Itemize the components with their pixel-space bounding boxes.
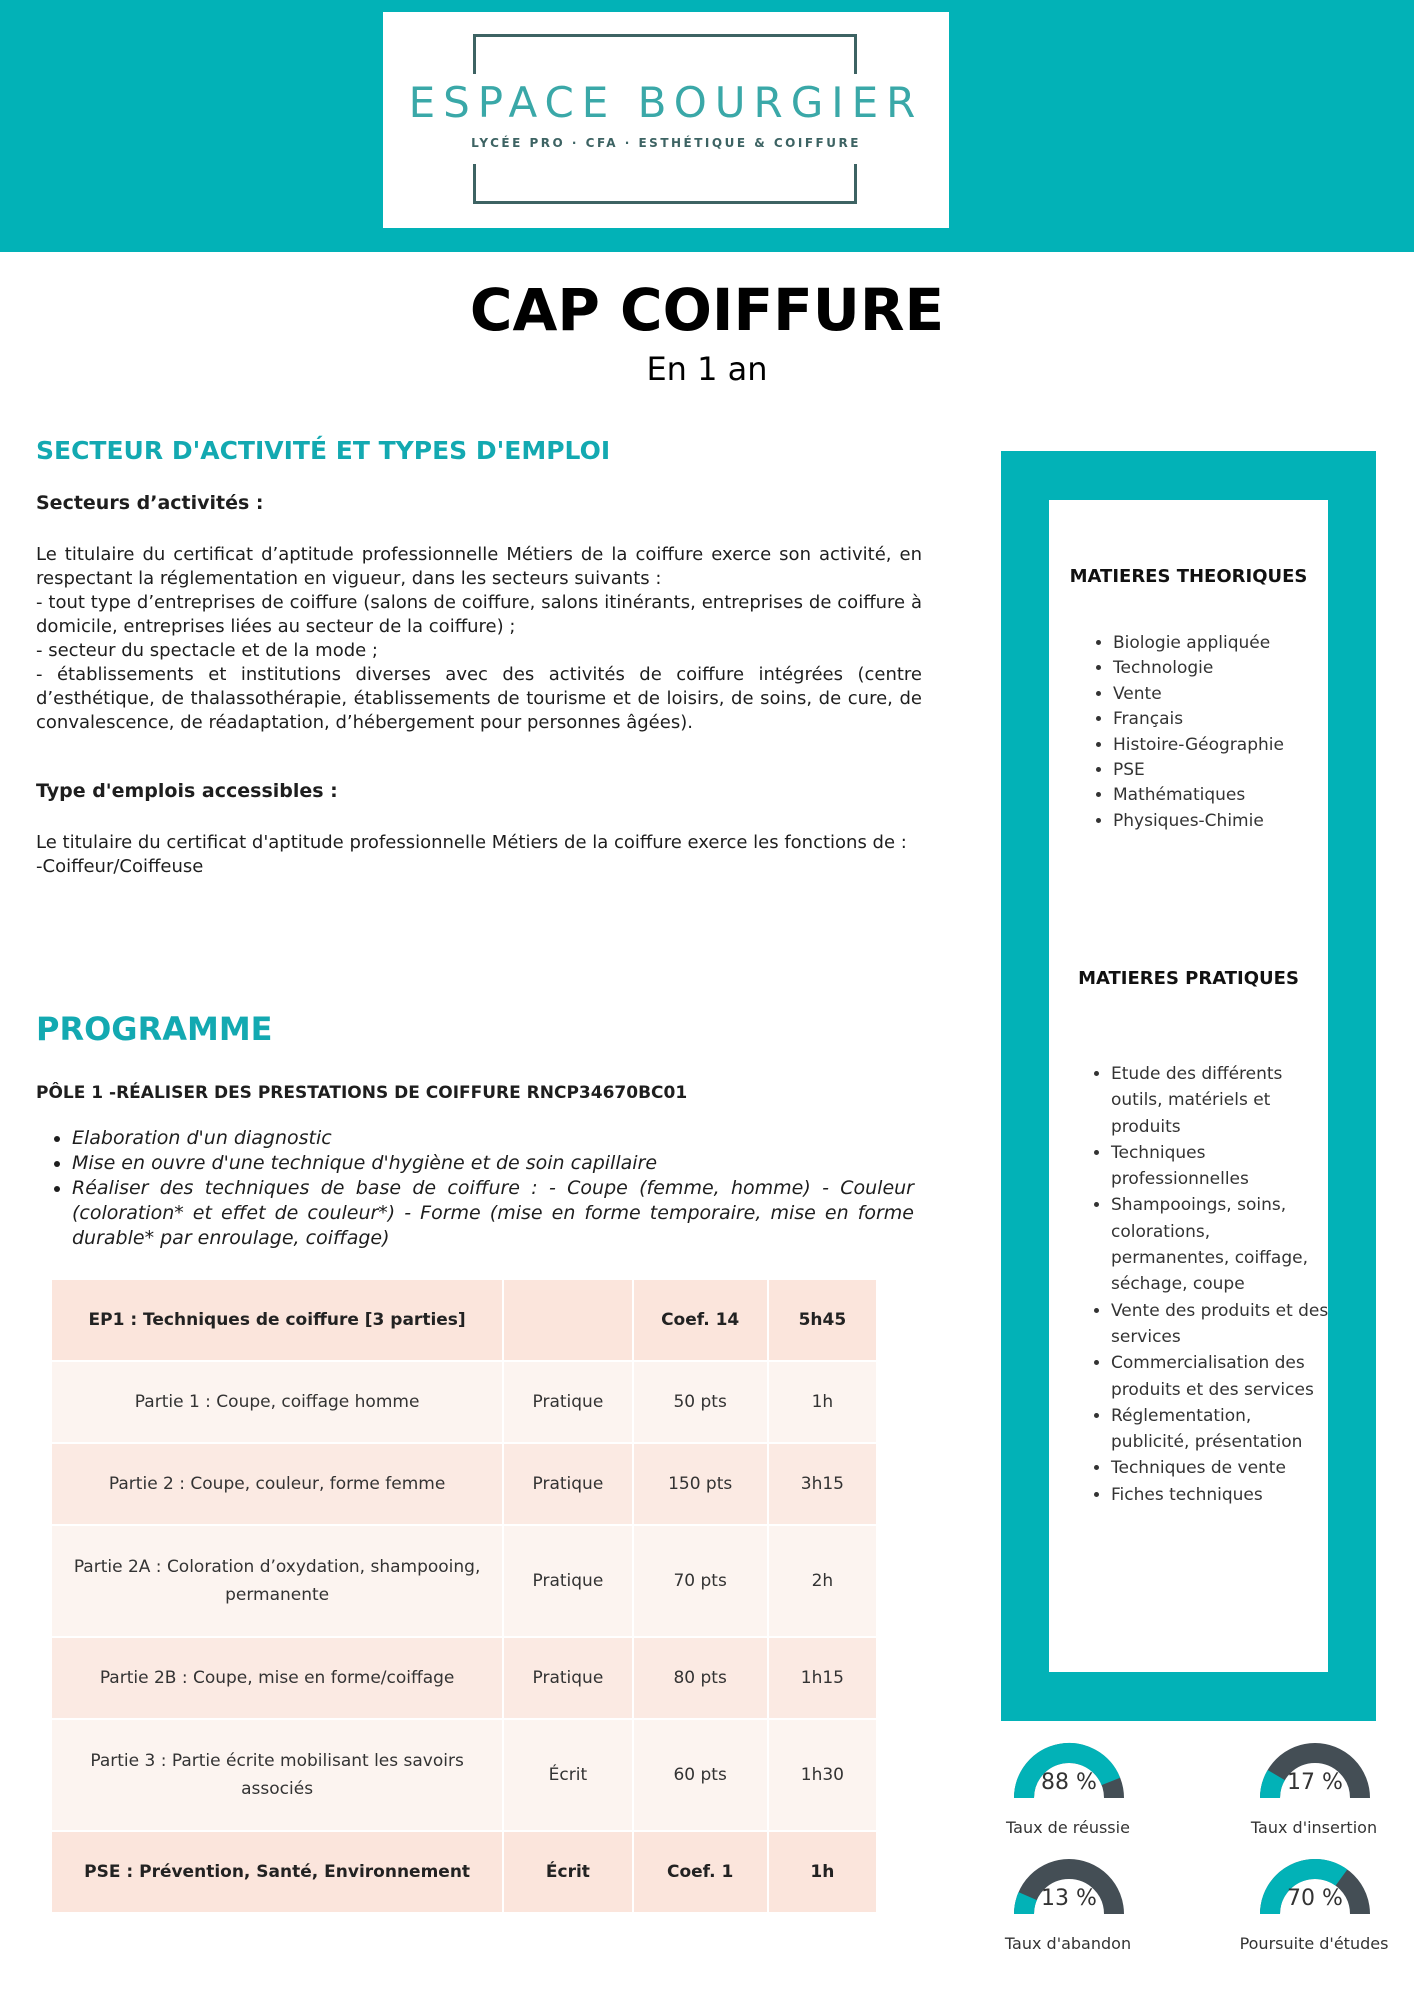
gauge-label: Poursuite d'études <box>1239 1934 1389 1953</box>
logo-frame-top <box>473 34 857 74</box>
gauge-dropout <box>978 1858 1158 1968</box>
table-cell <box>503 1280 632 1361</box>
activities-line: Le titulaire du certificat d’aptitude professionnelle Métiers de la coiffure exerce son activité, en respectant la réglementation en vigueur, dans les secteurs suivants : <box>36 544 922 589</box>
page-title: CAP COIFFURE <box>469 276 945 344</box>
table-cell: 2h <box>768 1525 877 1637</box>
table-row-pse <box>52 1831 877 1913</box>
table-cell: 80 pts <box>633 1637 768 1719</box>
gauge-label: Taux d'abandon <box>1004 1934 1132 1953</box>
table-row <box>52 1719 877 1831</box>
table-cell: PSE : Prévention, Santé, Environnement <box>52 1831 503 1913</box>
list-item: • Commercialisation des produits et des services <box>1111 1350 1331 1403</box>
logo-name: ESPACE BOURGIER <box>408 78 924 127</box>
logo-tagline: LYCÉE PRO · CFA · ESTHÉTIQUE & COIFFURE <box>471 136 861 150</box>
pole-item: • Elaboration d'un diagnostic <box>72 1126 914 1151</box>
pole-list <box>36 1126 914 1251</box>
list-item: • Techniques professionnelles <box>1111 1140 1331 1193</box>
gauge-value: 13 % <box>1041 1886 1097 1911</box>
table-cell: 5h45 <box>768 1280 877 1361</box>
table-cell: Partie 1 : Coupe, coiffage homme <box>52 1361 503 1443</box>
list-item: • Technologie <box>1113 656 1353 681</box>
table-cell: 3h15 <box>768 1443 877 1525</box>
table-cell: EP1 : Techniques de coiffure [3 parties] <box>52 1280 503 1361</box>
table-cell: 1h <box>768 1361 877 1443</box>
table-cell: Pratique <box>503 1443 632 1525</box>
gauge-value: 17 % <box>1287 1770 1343 1795</box>
table-cell: Écrit <box>503 1719 632 1831</box>
activities-line: - secteur du spectacle et de la mode ; <box>36 640 378 661</box>
list-item: • Techniques de vente <box>1111 1455 1331 1481</box>
logo <box>383 12 949 228</box>
table-cell: Partie 3 : Partie écrite mobilisant les savoirs associés <box>52 1719 503 1831</box>
activities-label: Secteurs d’activités : <box>36 492 264 514</box>
table-cell: 60 pts <box>633 1719 768 1831</box>
list-item: • Fiches techniques <box>1111 1482 1331 1508</box>
table-row <box>52 1525 877 1637</box>
list-item: • Physiques-Chimie <box>1113 809 1353 834</box>
theory-list <box>1079 631 1353 834</box>
programme-heading: PROGRAMME <box>36 1010 273 1048</box>
practice-title: MATIERES PRATIQUES <box>1078 968 1299 989</box>
list-item: • Mathématiques <box>1113 783 1353 808</box>
list-item: • Histoire-Géographie <box>1113 733 1353 758</box>
list-item: • Vente <box>1113 682 1353 707</box>
table-cell: Pratique <box>503 1637 632 1719</box>
table-row <box>52 1443 877 1525</box>
page-subtitle: En 1 an <box>646 350 768 388</box>
table-row <box>52 1637 877 1719</box>
gauge-success <box>978 1742 1158 1852</box>
header-band <box>0 0 1414 252</box>
list-item: • Etude des différents outils, matériels et produits <box>1111 1061 1331 1140</box>
jobs-line: Le titulaire du certificat d'aptitude professionnelle Métiers de la coiffure exerce les fonctions de : <box>36 832 907 853</box>
list-item: • Réglementation, publicité, présentation <box>1111 1403 1331 1456</box>
table-cell: 1h30 <box>768 1719 877 1831</box>
gauge-label: Taux d'insertion <box>1250 1818 1378 1837</box>
table-cell: 1h15 <box>768 1637 877 1719</box>
table-cell: Partie 2A : Coloration d’oxydation, shampooing, permanente <box>52 1525 503 1637</box>
gauge-label: Taux de réussie <box>1006 1818 1130 1837</box>
table-row <box>52 1361 877 1443</box>
jobs-line: -Coiffeur/Coiffeuse <box>36 856 204 877</box>
list-item: • Biologie appliquée <box>1113 631 1353 656</box>
table-cell: 50 pts <box>633 1361 768 1443</box>
exam-table <box>52 1280 878 1914</box>
table-cell: Pratique <box>503 1361 632 1443</box>
table-cell: 150 pts <box>633 1443 768 1525</box>
table-cell: Partie 2 : Coupe, couleur, forme femme <box>52 1443 503 1525</box>
list-item: • Vente des produits et des services <box>1111 1298 1331 1351</box>
sector-heading: SECTEUR D'ACTIVITÉ ET TYPES D'EMPLOI <box>36 436 611 465</box>
subjects-panel <box>1049 500 1328 1672</box>
theory-title: MATIERES THEORIQUES <box>1069 566 1308 587</box>
logo-frame-bottom <box>473 164 857 204</box>
activities-text <box>36 543 922 735</box>
table-cell: Écrit <box>503 1831 632 1913</box>
jobs-label: Type d'emplois accessibles : <box>36 780 338 802</box>
gauge-value: 88 % <box>1041 1770 1097 1795</box>
table-cell: Partie 2B : Coupe, mise en forme/coiffage <box>52 1637 503 1719</box>
list-item: • PSE <box>1113 758 1353 783</box>
list-item: • Français <box>1113 707 1353 732</box>
subjects-sidebar <box>1001 451 1376 1721</box>
jobs-text <box>36 831 922 879</box>
gauge-insertion <box>1224 1742 1404 1852</box>
activities-line: - tout type d’entreprises de coiffure (salons de coiffure, salons itinérants, entreprises de coiffure à domicile, entreprises liées au secteur de la coiffure) ; <box>36 592 922 637</box>
pole-title: PÔLE 1 -RÉALISER DES PRESTATIONS DE COIFFURE RNCP34670BC01 <box>36 1083 688 1103</box>
practice-list <box>1077 1061 1331 1508</box>
gauge-further-studies <box>1224 1858 1404 1968</box>
list-item: • Shampooings, soins, colorations, permanentes, coiffage, séchage, coupe <box>1111 1192 1331 1297</box>
table-cell: Coef. 14 <box>633 1280 768 1361</box>
pole-item: • Réaliser des techniques de base de coiffure : - Coupe (femme, homme) - Couleur (coloration* et effet de couleur*) - Forme (mise en forme temporaire, mise en forme durable* par enroulage, coiffage) <box>72 1176 914 1251</box>
table-header-row <box>52 1280 877 1361</box>
pole-item: • Mise en ouvre d'une technique d'hygiène et de soin capillaire <box>72 1151 914 1176</box>
activities-line: - établissements et institutions diverses avec des activités de coiffure intégrées (centre d’esthétique, de thalassothérapie, établissements de tourisme et de loisirs, de soins, de cure, de convalescence, de réadaptation, d’hébergement pour personnes âgées). <box>36 664 922 733</box>
table-cell: 1h <box>768 1831 877 1913</box>
table-cell: 70 pts <box>633 1525 768 1637</box>
table-cell: Coef. 1 <box>633 1831 768 1913</box>
table-cell: Pratique <box>503 1525 632 1637</box>
gauge-value: 70 % <box>1287 1886 1343 1911</box>
